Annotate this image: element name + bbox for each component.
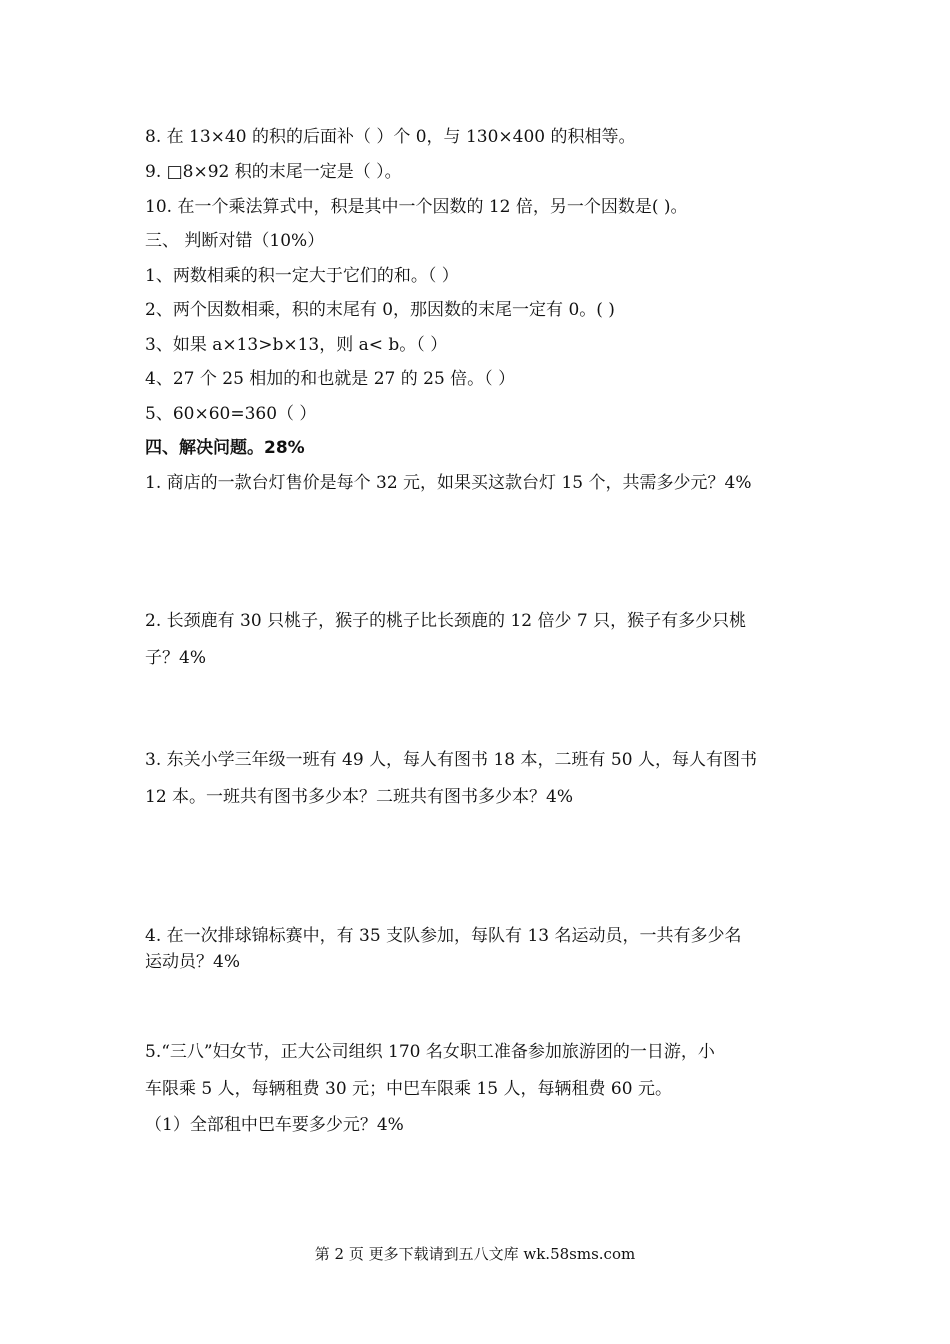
problem-2-line-2: 子？4% xyxy=(145,648,206,668)
section-four-heading: 四、解决问题。28% xyxy=(145,438,305,458)
page-footer: 第 2 页 更多下载请到五八文库 wk.58sms.com xyxy=(314,1245,636,1263)
problem-3-line-2: 12 本。一班共有图书多少本？二班共有图书多少本？4% xyxy=(145,787,574,807)
question-9: 9. □8×92 积的末尾一定是（ ）。 xyxy=(145,162,402,182)
question-8: 8. 在 13×40 的积的后面补（ ）个 0，与 130×400 的积相等。 xyxy=(145,127,636,147)
section-three-heading: 三、 判断对错（10%） xyxy=(145,231,325,251)
judge-item-1: 1、两数相乘的积一定大于它们的和。（ ） xyxy=(145,266,459,286)
problem-3-line-1: 3. 东关小学三年级一班有 49 人，每人有图书 18 本，二班有 50 人，每人有图书 xyxy=(145,750,757,770)
problem-5-sub-1: （1）全部租中巴车要多少元？4% xyxy=(145,1115,404,1135)
problem-5-line-2: 车限乘 5 人，每辆租费 30 元；中巴车限乘 15 人，每辆租费 60 元。 xyxy=(145,1079,672,1099)
judge-item-4: 4、27 个 25 相加的和也就是 27 的 25 倍。（ ） xyxy=(145,369,516,389)
problem-5-line-1: 5.“三八”妇女节，正大公司组织 170 名女职工准备参加旅游团的一日游，小 xyxy=(145,1042,715,1062)
problem-4-line-2: 运动员？4% xyxy=(145,952,240,972)
judge-item-2: 2、两个因数相乘，积的末尾有 0，那因数的末尾一定有 0。( ) xyxy=(145,300,615,320)
question-10: 10. 在一个乘法算式中，积是其中一个因数的 12 倍，另一个因数是( )。 xyxy=(145,197,688,217)
problem-1: 1. 商店的一款台灯售价是每个 32 元，如果买这款台灯 15 个，共需多少元？4% xyxy=(145,473,752,493)
judge-item-3: 3、如果 a×13>b×13，则 a< b。（ ） xyxy=(145,335,448,355)
problem-4-line-1: 4. 在一次排球锦标赛中，有 35 支队参加，每队有 13 名运动员，一共有多少名 xyxy=(145,926,742,946)
problem-2-line-1: 2. 长颈鹿有 30 只桃子，猴子的桃子比长颈鹿的 12 倍少 7 只，猴子有多少只桃 xyxy=(145,611,747,631)
judge-item-5: 5、60×60=360（ ） xyxy=(145,404,317,424)
